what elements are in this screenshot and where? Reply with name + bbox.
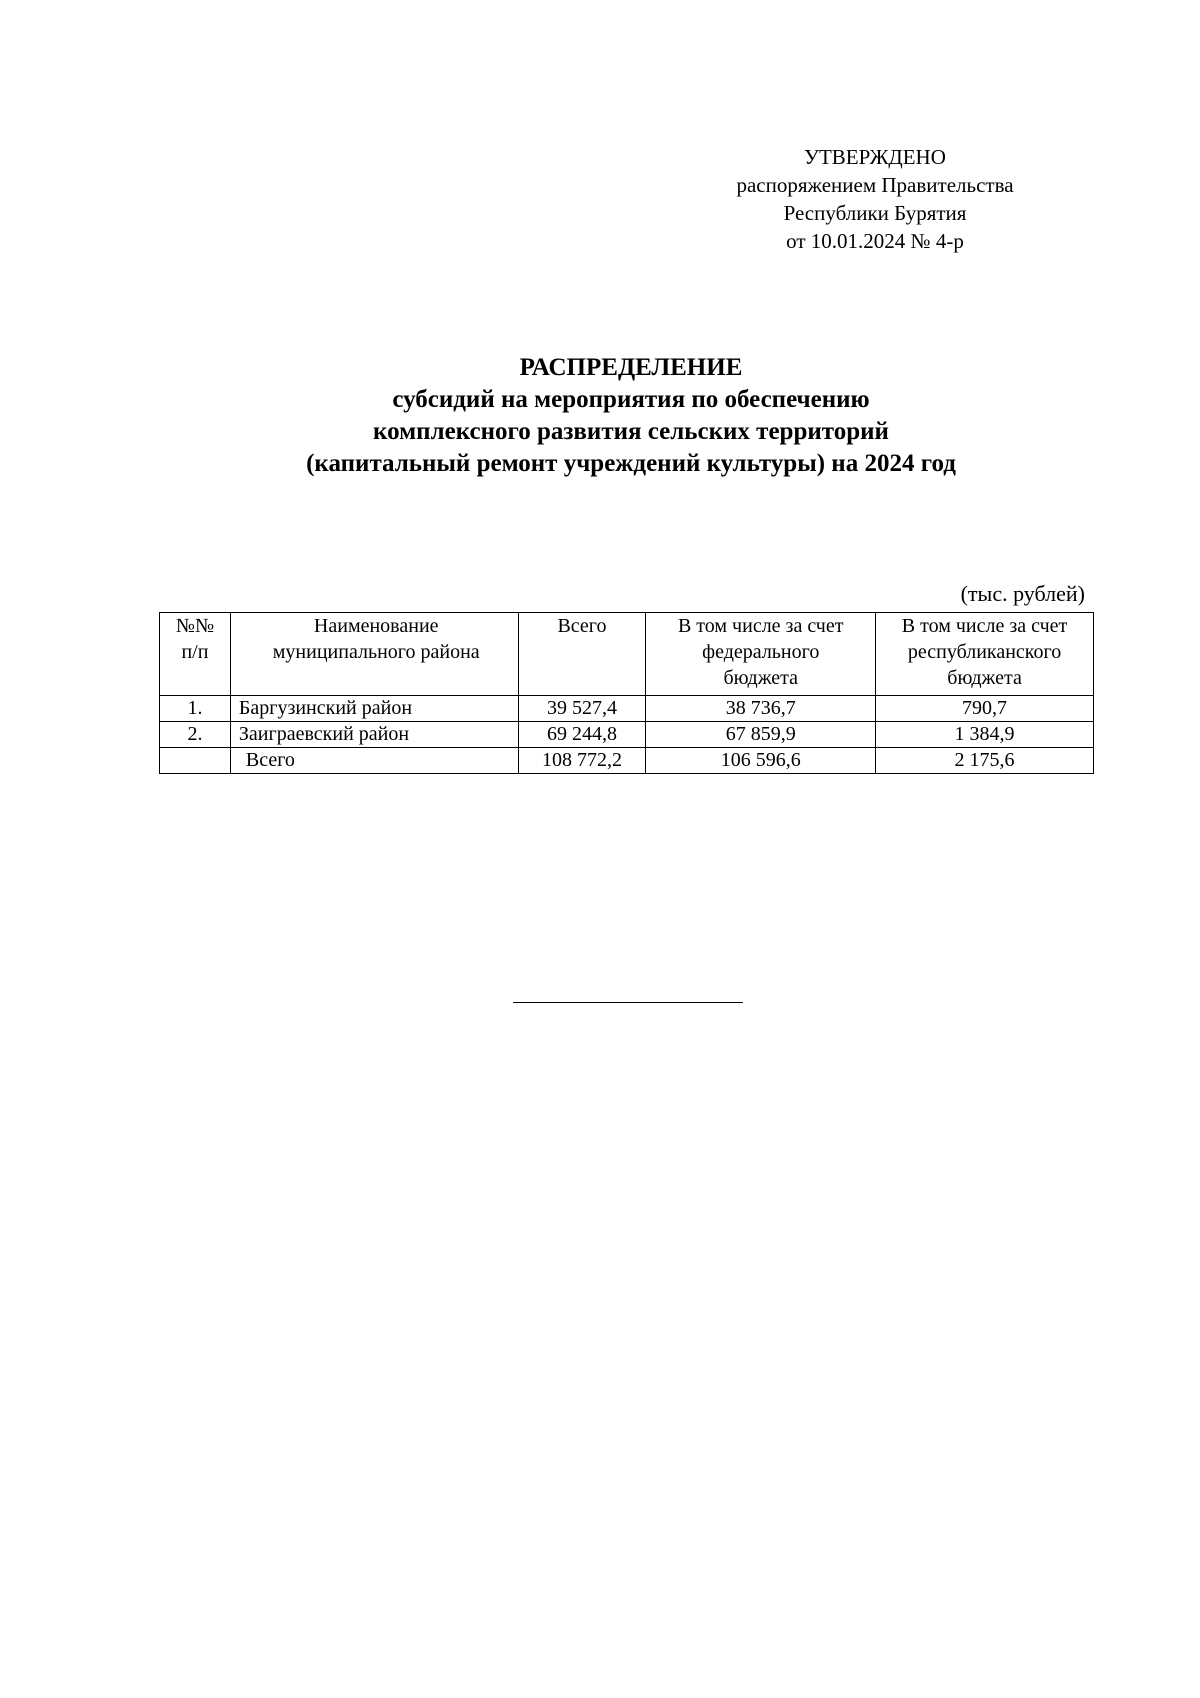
header-name: Наименование муниципального района: [230, 613, 518, 696]
title-line-3: комплексного развития сельских территорий: [373, 418, 889, 445]
row-num: 2.: [160, 722, 231, 748]
header-total: Всего: [518, 613, 646, 696]
row-total: 39 527,4: [518, 696, 646, 722]
table-header-row: [160, 613, 1094, 696]
approval-stamp: УТВЕРЖДЕНО: [804, 145, 946, 169]
header-num: №№ п/п: [160, 613, 231, 696]
row-num: 1.: [160, 696, 231, 722]
row-republic: 1 384,9: [876, 722, 1094, 748]
total-federal: 106 596,6: [646, 748, 876, 774]
row-district: Баргузинский район: [230, 696, 518, 722]
total-sum: 108 772,2: [518, 748, 646, 774]
row-federal: 67 859,9: [646, 722, 876, 748]
table-total-row: [160, 748, 1094, 774]
title-line-2: субсидий на мероприятия по обеспечению: [392, 386, 870, 413]
total-num: [160, 748, 231, 774]
total-label: Всего: [230, 748, 518, 774]
distribution-table: [159, 612, 1094, 774]
table-row: [160, 722, 1094, 748]
row-district: Заиграевский район: [230, 722, 518, 748]
document-title: [0, 352, 1200, 480]
units-label: (тыс. рублей): [960, 581, 1085, 606]
approval-block: [700, 143, 1050, 255]
title-line-4: (капитальный ремонт учреждений культуры) на 2024 год: [306, 450, 956, 477]
title-heading: РАСПРЕДЕЛЕНИЕ: [519, 354, 743, 381]
approval-decree: распоряжением Правительства: [736, 173, 1014, 197]
table-row: [160, 696, 1094, 722]
closing-separator-line: [513, 1002, 743, 1003]
approval-republic: Республики Бурятия: [783, 201, 967, 225]
total-republic: 2 175,6: [876, 748, 1094, 774]
row-republic: 790,7: [876, 696, 1094, 722]
header-republic: В том числе за счет республиканского бюджета: [876, 613, 1094, 696]
header-federal: В том числе за счет федерального бюджета: [646, 613, 876, 696]
approval-date-number: от 10.01.2024 № 4-р: [786, 229, 964, 253]
row-federal: 38 736,7: [646, 696, 876, 722]
row-total: 69 244,8: [518, 722, 646, 748]
